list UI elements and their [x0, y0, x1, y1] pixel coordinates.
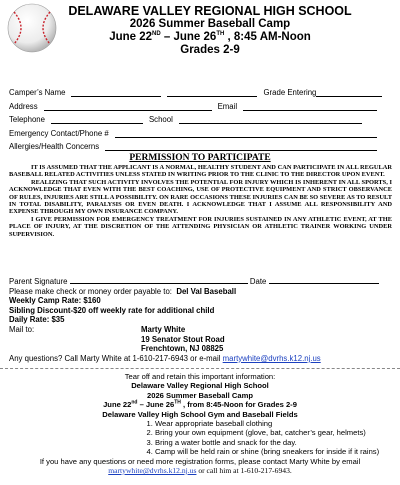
- camp-dates: June 22ND – June 26TH , 8:45 AM-Noon: [109, 31, 311, 43]
- questions-line: Any questions? Call Marty White at 1-610-217-6943 or e-mail martywhite@dvrhs.k12.nj.us: [9, 353, 321, 363]
- camp-title: 2026 Summer Baseball Camp: [129, 18, 291, 30]
- school-field[interactable]: [179, 116, 362, 124]
- weekly-rate: Weekly Camp Rate: $160: [9, 296, 101, 306]
- mail-to-label: Mail to:: [9, 324, 35, 334]
- info-location: Delaware Valley High School Gym and Baseball Fields: [102, 409, 298, 419]
- school-label: School: [148, 115, 173, 125]
- mail-address-city: Frenchtown, NJ 08825: [141, 344, 224, 354]
- emergency-field[interactable]: [115, 130, 377, 138]
- retain-note: Tear off and retain this important information:: [124, 372, 276, 381]
- tear-off-line: [0, 368, 400, 369]
- camper-last-name-field[interactable]: [167, 89, 257, 97]
- signature-section: [9, 276, 394, 363]
- signature-row: [9, 276, 394, 287]
- permission-text: [9, 164, 392, 238]
- grade-field[interactable]: [316, 89, 382, 97]
- camp-grades: Grades 2-9: [180, 44, 240, 56]
- emergency-label: Emergency Contact/Phone #: [9, 128, 109, 138]
- mail-address-name: Marty White: [141, 324, 186, 334]
- address-label: Address: [9, 101, 38, 111]
- tear-off-info: [0, 372, 400, 475]
- permission-paragraph: IT IS ASSUMED THAT THE APPLICANT IS A NORMAL, HEALTHY STUDENT AND CAN PARTICIPATE IN ALL REGULAR BASEBALL RELATED ACTIVITIES UNLESS STATED IN WRITING PRIOR TO THE CLINIC TO THE DIRECTOR UPON EVENT.: [9, 164, 392, 179]
- form-row-telephone: [9, 111, 394, 124]
- camp-header: [40, 4, 380, 57]
- info-school: Delaware Valley Regional High School: [131, 381, 269, 391]
- list-item: 4. Camp will be held rain or shine (bring sneakers for inside if it rains): [155, 447, 400, 456]
- list-item: 2. Bring your own equipment (glove, bat, catcher’s gear, helmets): [155, 428, 400, 437]
- permission-paragraph: I GIVE PERMISSION FOR EMERGENCY TREATMENT FOR INJURIES SUSTAINED IN ANY ATHLETIC EVENT, AT THE PLACE OF INJURY, AT THE DISCRETION OF THE ATTENDING PHYSICIAN OR ATHLETIC TRAINER WORKING UNDER SUPERVISION.: [9, 215, 392, 238]
- mail-to-row: [9, 325, 394, 335]
- email-link[interactable]: martywhite@dvrhs.k12.nj.us: [222, 353, 321, 363]
- contact-line: If you have any questions or need more registration forms, please contact Marty White by email: [39, 456, 361, 466]
- school-name: DELAWARE VALLEY REGIONAL HIGH SCHOOL: [68, 4, 352, 18]
- camper-name-label: Camper’s Name: [9, 88, 66, 98]
- permission-title: PERMISSION TO PARTICIPATE: [129, 153, 271, 163]
- email-field[interactable]: [243, 103, 377, 111]
- mail-address-street: 19 Senator Stout Road: [141, 334, 225, 344]
- info-dates: June 22nd – June 26TH , from 8:45-Noon for Grades 2-9: [103, 399, 297, 410]
- form-row-address: [9, 97, 394, 110]
- allergies-field[interactable]: [105, 143, 377, 151]
- date-label: Date: [249, 277, 267, 286]
- form-row-name: [9, 84, 394, 97]
- sibling-discount: Sibling Discount-$20 off weekly rate for additional child: [9, 305, 215, 315]
- daily-rate: Daily Rate: $35: [9, 315, 65, 325]
- contact-email-link[interactable]: martywhite@dvrhs.k12.nj.us: [108, 466, 197, 476]
- info-camp: 2026 Summer Baseball Camp: [147, 390, 253, 400]
- form-row-emergency: [9, 124, 394, 137]
- info-list: [145, 419, 400, 457]
- telephone-field[interactable]: [51, 116, 143, 124]
- parent-signature-label: Parent Signature: [9, 277, 68, 286]
- permission-paragraph: REALIZING THAT SUCH ACTIVITY INVOLVES THE POTENTIAL FOR INJURY WHICH IS INHERENT IN ALL SPORTS, I ACKNOWLEDGE THAT EVEN WITH THE BEST COACHING, USE OF PROTECTIVE EQUIPMENT AND STRICT OBSERVANCE OF RULES, INJURIES ARE STILL A POSSIBILITY. ON RARE OCCASIONS THESE INJURIES CAN BE SO SEVERE AS TO RESULT IN TOTAL DISABILITY, PARALYSIS OR EVEN DEATH. I ACKNOWLEDGE THAT I ASSUME ALL RESPONSIBILITY AND EXPENSE THROUGH MY OWN INSURANCE COMPANY.: [9, 178, 392, 216]
- allergies-label: Allergies/Health Concerns: [9, 141, 100, 151]
- address-field[interactable]: [44, 103, 212, 111]
- telephone-label: Telephone: [9, 115, 45, 125]
- registration-form: [9, 84, 394, 151]
- form-row-allergies: [9, 138, 394, 151]
- contact-line-2: martywhite@dvrhs.k12.nj.us or call him at 1-610-217-6943.: [108, 466, 292, 476]
- payable-line: Please make check or money order payable to: Del Val Baseball: [9, 286, 237, 296]
- list-item: 1. Wear appropriate baseball clothing: [155, 419, 400, 428]
- email-label: Email: [217, 101, 238, 111]
- parent-signature-field[interactable]: [70, 276, 248, 284]
- list-item: 3. Bring a water bottle and snack for the day.: [155, 438, 400, 447]
- date-field[interactable]: [269, 276, 379, 284]
- payee: Del Val Baseball: [176, 286, 237, 296]
- grade-label: Grade Entering: [263, 88, 317, 98]
- camper-name-field[interactable]: [71, 89, 161, 97]
